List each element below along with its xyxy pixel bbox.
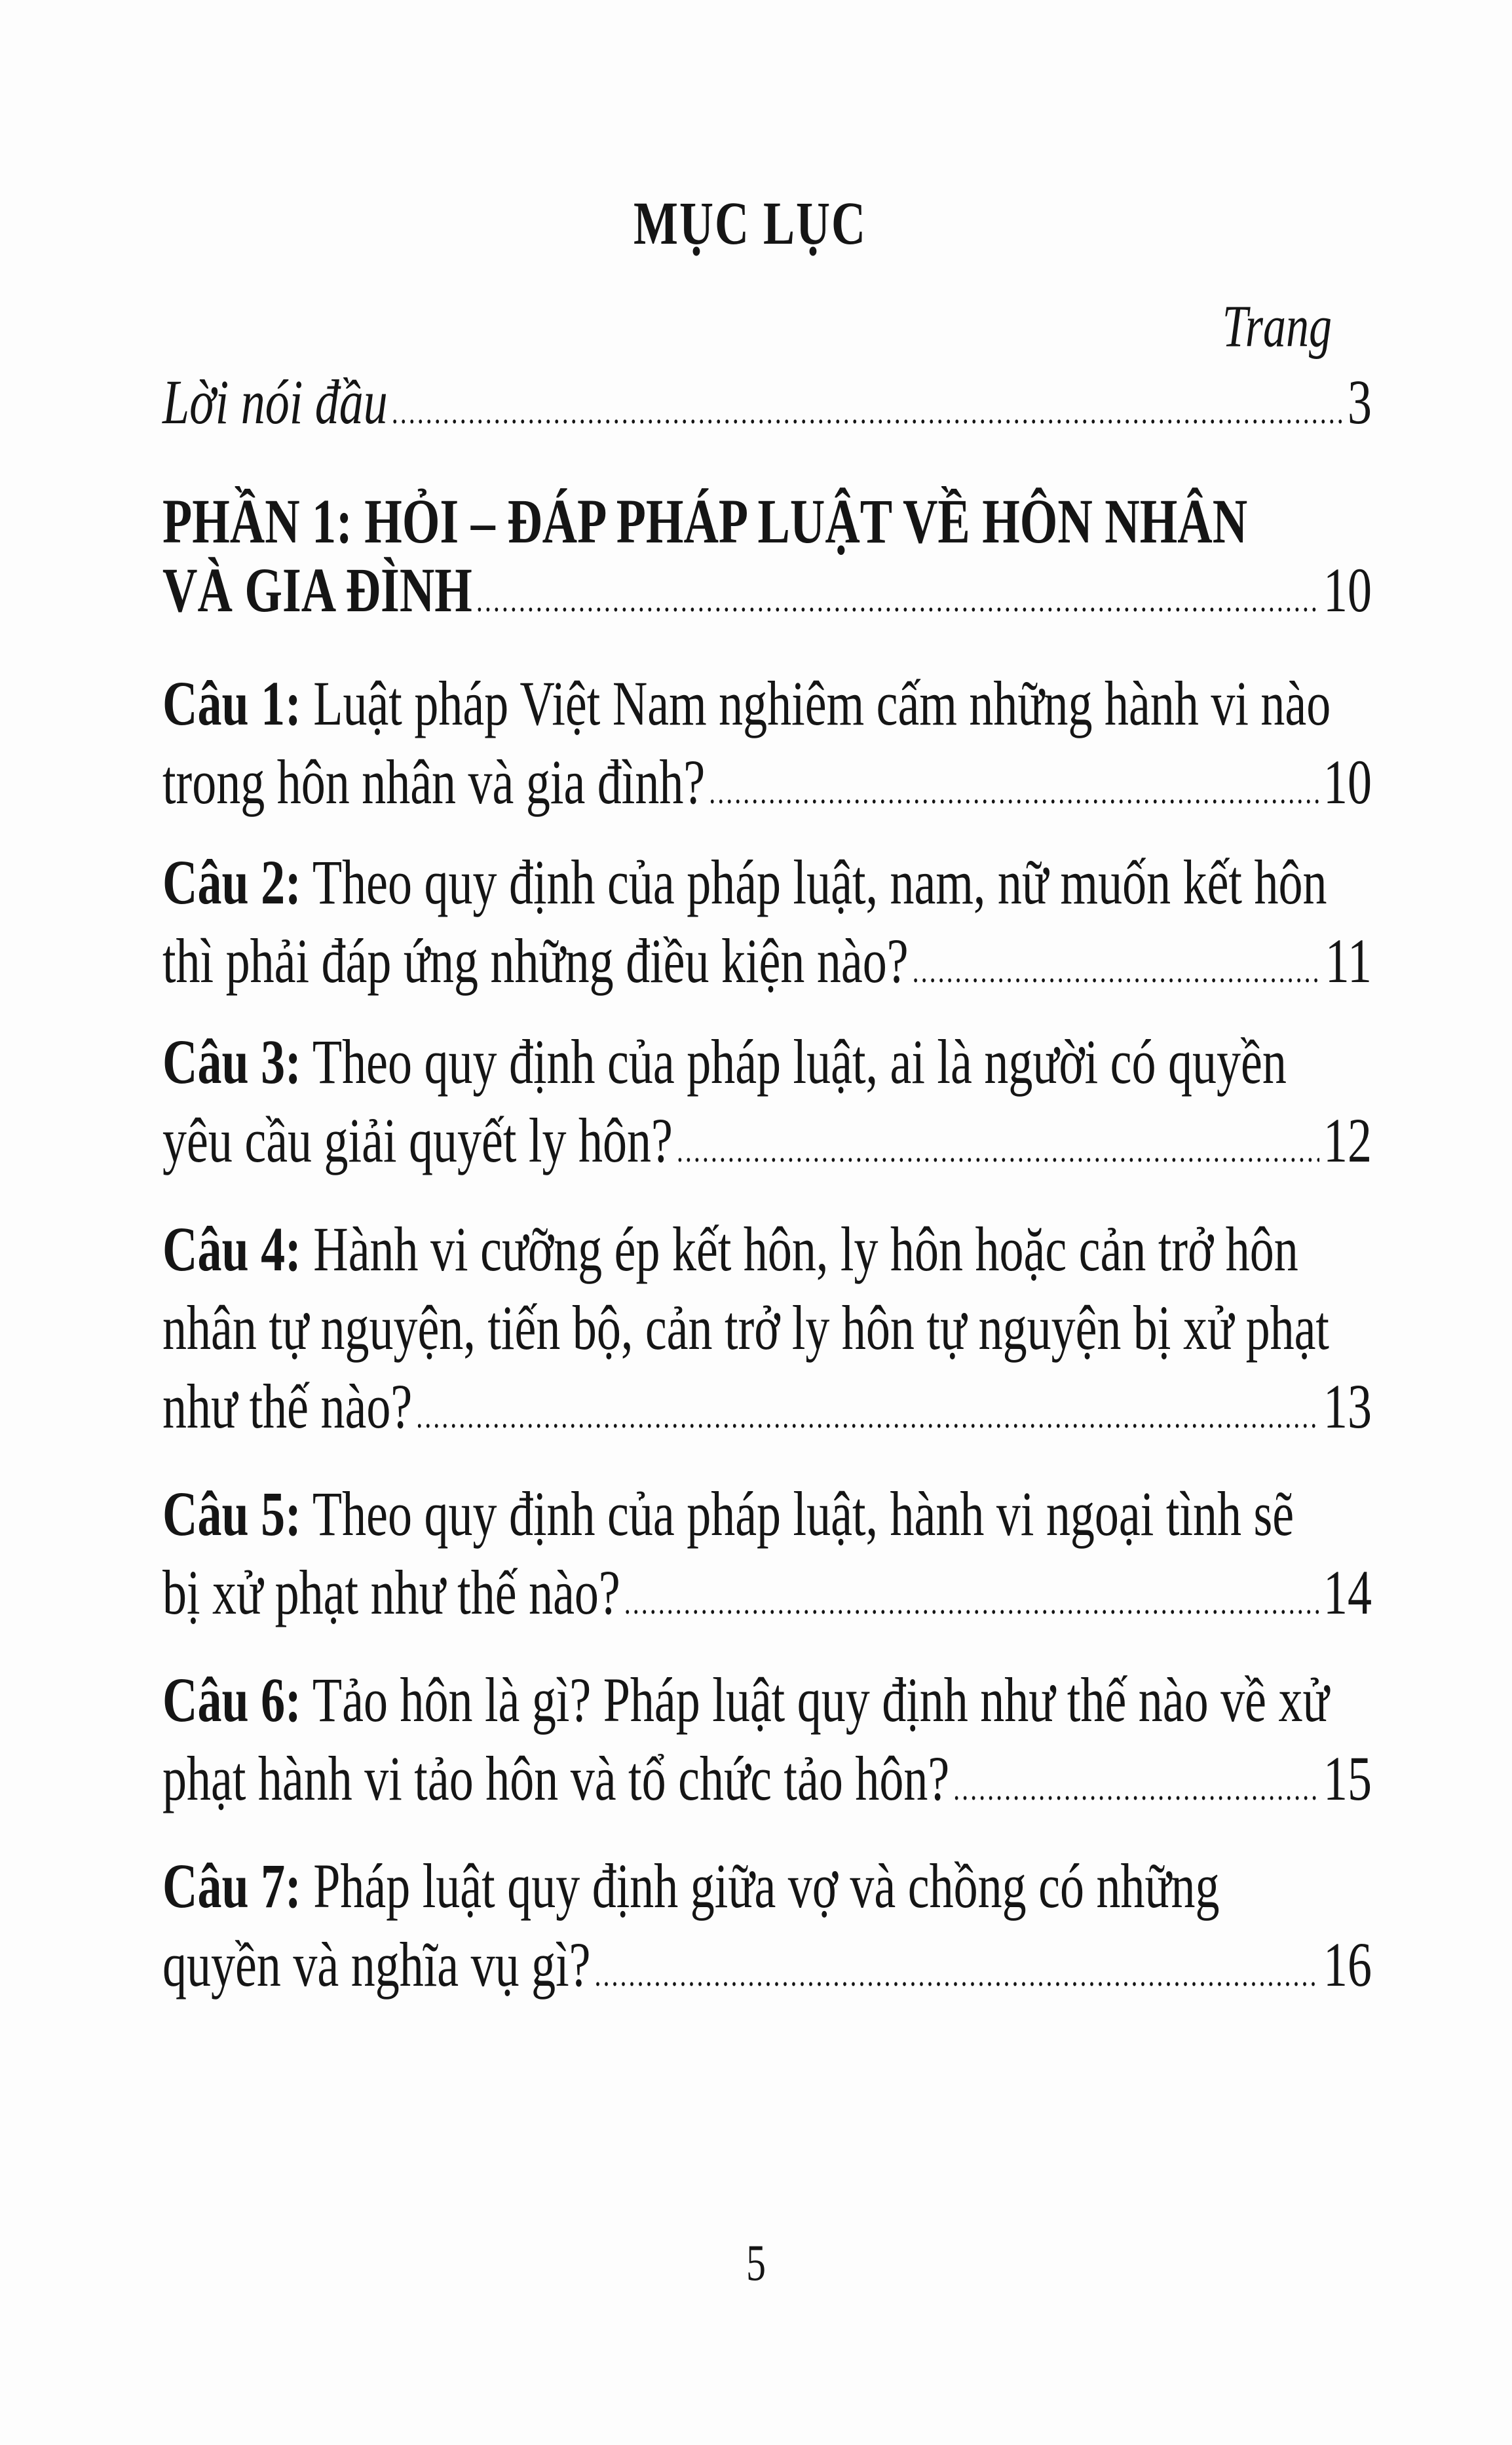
- entry-text: Theo quy định của pháp luật, hành vi ngoại tình sẽ: [301, 1479, 1295, 1550]
- dot-leader: [392, 361, 1344, 463]
- entry-text: VÀ GIA ĐÌNH: [162, 556, 472, 626]
- entry-label: Câu 5:: [162, 1479, 301, 1550]
- toc-entry-cau-2[interactable]: [162, 844, 1372, 1001]
- page-column-label: Trang: [1222, 294, 1332, 360]
- dot-leader: [913, 920, 1321, 1022]
- entry-text: PHẦN 1: HỎI – ĐÁP PHÁP LUẬT VỀ HÔN NHÂN: [162, 487, 1248, 558]
- entry-text: quyền và nghĩa vụ gì?: [162, 1930, 591, 2001]
- entry-page: 10: [1323, 748, 1372, 818]
- entry-text: Theo quy định của pháp luật, nam, nữ muốn kết hôn: [301, 848, 1327, 919]
- entry-text: Pháp luật quy định giữa vợ và chồng có những: [301, 1851, 1220, 1922]
- entry-label: Câu 2:: [162, 848, 301, 919]
- entry-label: Câu 4:: [162, 1215, 301, 1285]
- dot-leader: [595, 1924, 1320, 2026]
- toc-entry-part-1[interactable]: [162, 482, 1372, 630]
- toc-entry-preface[interactable]: [162, 364, 1372, 442]
- entry-page: 10: [1323, 556, 1372, 626]
- entry-text: Luật pháp Việt Nam nghiêm cấm những hành vi nào: [301, 669, 1331, 740]
- toc-entry-cau-7[interactable]: [162, 1848, 1372, 2005]
- toc-entry-cau-5[interactable]: [162, 1475, 1372, 1633]
- dot-leader: [476, 549, 1319, 651]
- entry-page: 15: [1323, 1744, 1372, 1815]
- entry-text: bị xử phạt như thế nào?: [162, 1558, 620, 1629]
- entry-page: 3: [1348, 368, 1372, 438]
- entry-page: 13: [1323, 1372, 1372, 1443]
- entry-label: Câu 6:: [162, 1665, 301, 1736]
- entry-text: Hành vi cưỡng ép kết hôn, ly hôn hoặc cản trở hôn: [301, 1215, 1298, 1285]
- entry-page: 16: [1323, 1930, 1372, 2001]
- toc-entry-cau-3[interactable]: [162, 1023, 1372, 1181]
- entry-text: yêu cầu giải quyết ly hôn?: [162, 1106, 673, 1177]
- dot-leader: [624, 1551, 1319, 1654]
- toc-entry-cau-1[interactable]: [162, 665, 1372, 822]
- toc-entry-cau-4[interactable]: [162, 1211, 1372, 1447]
- dot-leader: [709, 741, 1319, 843]
- entry-text: Lời nói đầu: [162, 368, 388, 438]
- entry-text: như thế nào?: [162, 1372, 413, 1443]
- entry-label: Câu 3:: [162, 1027, 301, 1098]
- toc-entry-cau-6[interactable]: [162, 1661, 1372, 1819]
- dot-leader: [677, 1099, 1319, 1202]
- entry-text: thì phải đáp ứng những điều kiện nào?: [162, 926, 909, 997]
- page-number: 5: [746, 2234, 766, 2291]
- entry-page: 14: [1323, 1558, 1372, 1629]
- entry-text: Theo quy định của pháp luật, ai là người có quyền: [301, 1027, 1287, 1098]
- entry-label: Câu 1:: [162, 669, 301, 740]
- entry-text: Tảo hôn là gì? Pháp luật quy định như thế nào về xử: [301, 1665, 1329, 1736]
- dot-leader: [416, 1365, 1319, 1468]
- entry-label: Câu 7:: [162, 1851, 301, 1922]
- entry-page: 11: [1325, 926, 1372, 997]
- dot-leader: [953, 1737, 1319, 1840]
- entry-text: trong hôn nhân và gia đình?: [162, 748, 706, 818]
- entry-page: 12: [1323, 1106, 1372, 1177]
- toc-title: MỤC LỤC: [633, 189, 867, 257]
- entry-text: nhân tự nguyện, tiến bộ, cản trở ly hôn tự nguyện bị xử phạt: [162, 1293, 1329, 1364]
- entry-text: phạt hành vi tảo hôn và tổ chức tảo hôn?: [162, 1744, 950, 1815]
